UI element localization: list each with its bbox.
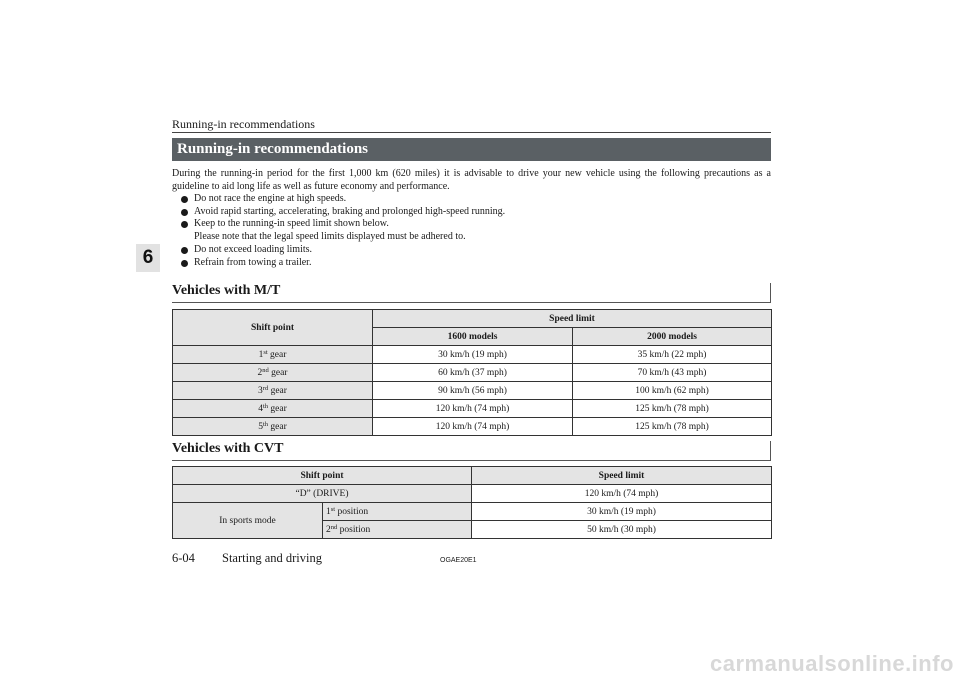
position-cell: 1st position	[323, 503, 472, 521]
running-header: Running-in recommendations	[172, 117, 315, 131]
drive-cell: “D” (DRIVE)	[173, 485, 472, 503]
precaution-list	[181, 193, 771, 269]
speed-2000-cell: 125 km/h (78 mph)	[573, 400, 772, 418]
speed-1600-cell: 90 km/h (56 mph)	[373, 382, 573, 400]
bullet-icon	[181, 196, 188, 203]
table-row	[173, 418, 772, 436]
cvt-speed-limit-header: Speed limit	[472, 467, 772, 485]
position-speed-cell: 30 km/h (19 mph)	[472, 503, 772, 521]
table-row	[173, 485, 772, 503]
sports-mode-cell: In sports mode	[173, 503, 323, 539]
mt-speed-limit-header: Speed limit	[373, 310, 772, 328]
speed-2000-cell: 35 km/h (22 mph)	[573, 346, 772, 364]
table-row	[173, 503, 772, 521]
bullet-icon	[181, 221, 188, 228]
mt-speed-table	[172, 309, 772, 436]
document-code: OGAE20E1	[440, 557, 477, 564]
bullet-icon	[181, 247, 188, 254]
mt-1600-header: 1600 models	[373, 328, 573, 346]
speed-2000-cell: 70 km/h (43 mph)	[573, 364, 772, 382]
bullet-text: Do not race the engine at high speeds.	[194, 193, 347, 204]
gear-cell: 5th gear	[173, 418, 373, 436]
bullet-text: Refrain from towing a trailer.	[194, 256, 312, 268]
chapter-tab[interactable]: 6	[136, 244, 160, 272]
position-cell: 2nd position	[323, 521, 472, 539]
gear-cell: 3rd gear	[173, 382, 373, 400]
watermark: carmanualsonline.info	[710, 651, 954, 676]
list-item	[181, 193, 771, 206]
bullet-icon	[181, 209, 188, 216]
speed-1600-cell: 120 km/h (74 mph)	[373, 400, 573, 418]
intro-paragraph: During the running-in period for the first 1,000 km (620 miles) it is advisable to drive your new vehicle using the following precautions as a guideline to aid long life as well as future economy and performance.	[172, 168, 771, 192]
position-speed-cell: 50 km/h (30 mph)	[472, 521, 772, 539]
mt-shift-point-header: Shift point	[173, 310, 373, 346]
bullet-text: Avoid rapid starting, accelerating, braking and prolonged high-speed running.	[194, 205, 506, 217]
cvt-speed-table	[172, 466, 772, 539]
table-row	[173, 346, 772, 364]
page-title: Running-in recommendations	[172, 138, 771, 161]
drive-speed-cell: 120 km/h (74 mph)	[472, 485, 772, 503]
bullet-note: Please note that the legal speed limits displayed must be adhered to.	[194, 231, 466, 243]
mt-2000-header: 2000 models	[573, 328, 772, 346]
list-item	[181, 257, 771, 270]
speed-1600-cell: 30 km/h (19 mph)	[373, 346, 573, 364]
bullet-text: Keep to the running-in speed limit shown below.	[194, 218, 389, 230]
gear-cell: 1st gear	[173, 346, 373, 364]
cvt-shift-point-header: Shift point	[173, 467, 472, 485]
table-row	[173, 382, 772, 400]
page-number: 6-04	[172, 551, 195, 565]
footer-section-title: Starting and driving	[222, 551, 322, 565]
gear-cell: 2nd gear	[173, 364, 373, 382]
speed-2000-cell: 125 km/h (78 mph)	[573, 418, 772, 436]
bullet-text: Do not exceed loading limits.	[194, 243, 313, 255]
list-item	[181, 218, 771, 243]
speed-2000-cell: 100 km/h (62 mph)	[573, 382, 772, 400]
mt-section-heading: Vehicles with M/T	[172, 283, 771, 303]
gear-cell: 4th gear	[173, 400, 373, 418]
bullet-icon	[181, 260, 188, 267]
list-item	[181, 206, 771, 219]
table-row	[173, 364, 772, 382]
cvt-section-heading: Vehicles with CVT	[172, 441, 771, 461]
list-item	[181, 244, 771, 257]
table-row	[173, 400, 772, 418]
speed-1600-cell: 60 km/h (37 mph)	[373, 364, 573, 382]
header-rule	[172, 132, 771, 133]
speed-1600-cell: 120 km/h (74 mph)	[373, 418, 573, 436]
